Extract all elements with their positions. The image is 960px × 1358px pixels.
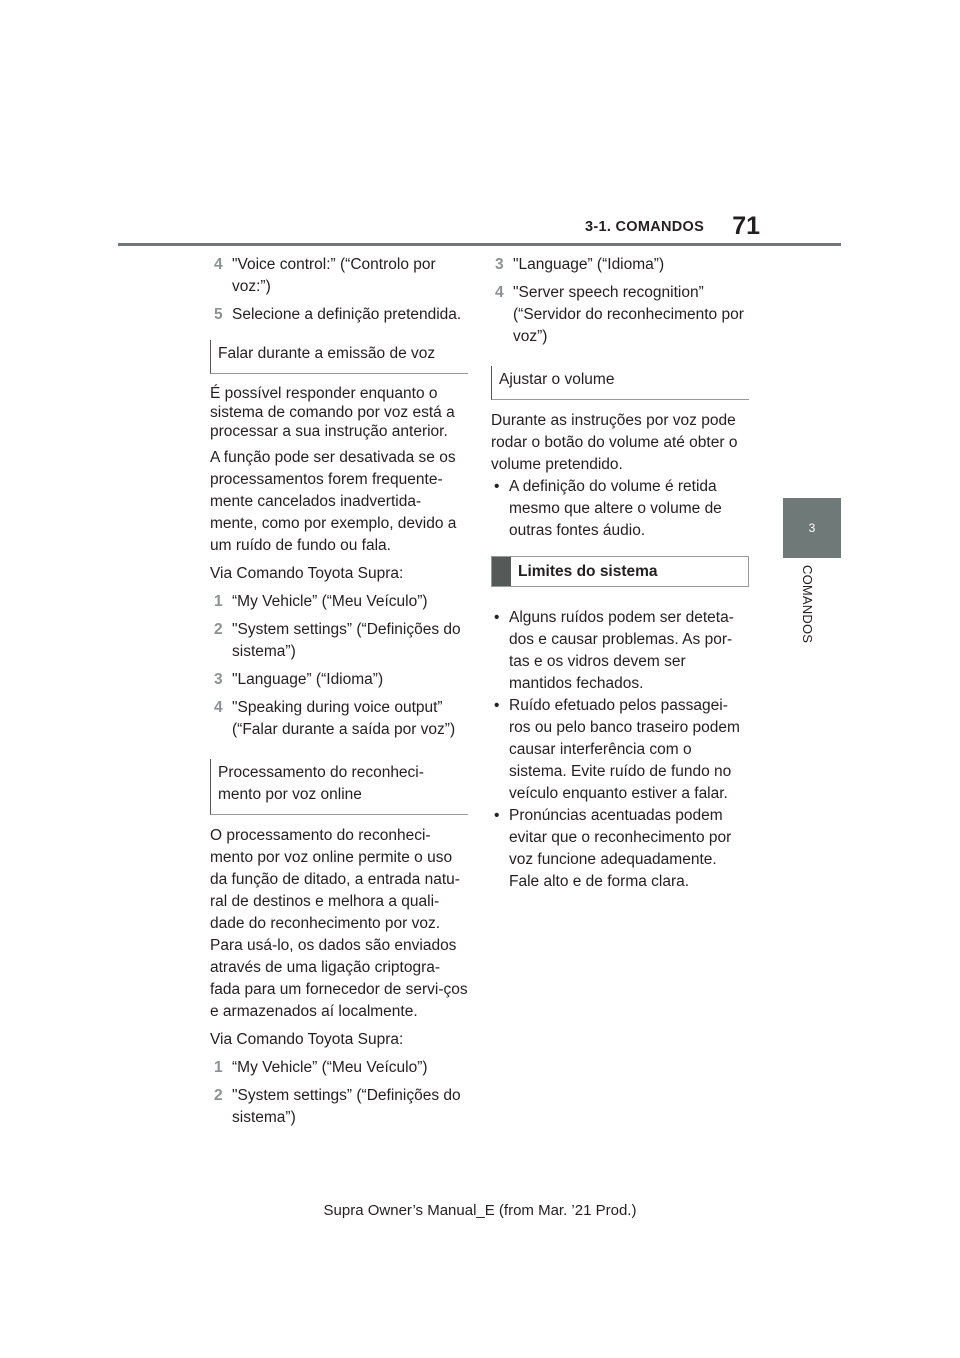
step-text: "System settings” (“Definições do sistema”) — [232, 621, 461, 660]
heading-text: Ajustar o volume — [499, 371, 615, 388]
step-text: "Speaking during voice output” (“Falar durante a saída por voz”) — [232, 699, 456, 738]
step-number: 1 — [214, 593, 223, 610]
step-item — [210, 304, 468, 326]
footer-manual-title: Supra Owner’s Manual_E (from Mar. ’21 Prod.) — [323, 1202, 637, 1219]
step-item — [210, 1085, 468, 1129]
step-number: 3 — [495, 256, 504, 273]
step-item — [210, 697, 468, 741]
right-column — [491, 254, 749, 893]
bullet-item — [491, 607, 749, 695]
step-number: 2 — [214, 1087, 223, 1104]
step-text: "Voice control:” (“Controlo por voz:”) — [232, 256, 436, 295]
step-number: 4 — [214, 699, 223, 716]
bullet-item — [491, 695, 749, 805]
paragraph-possible: É possível responder enquanto o sistema de comando por voz está a processar a sua instrução anterior. — [210, 385, 455, 440]
step-item — [210, 619, 468, 663]
page-number: 71 — [732, 212, 760, 240]
step-number: 4 — [495, 284, 504, 301]
step-text: “My Vehicle” (“Meu Veículo”) — [232, 593, 428, 610]
step-text: "System settings” (“Definições do sistema”) — [232, 1087, 461, 1126]
bullet-icon: • — [494, 697, 500, 714]
step-item — [210, 1057, 468, 1079]
step-item — [210, 254, 468, 298]
heading-text: Falar durante a emissão de voz — [218, 345, 436, 362]
step-item — [210, 669, 468, 691]
step-number: 5 — [214, 306, 223, 323]
step-number: 2 — [214, 621, 223, 638]
chapter-label: COMANDOS — [800, 565, 815, 644]
left-column — [210, 254, 468, 1135]
step-item — [491, 282, 749, 348]
heading-text: Processamento do reconheci-mento por voz online — [218, 764, 424, 803]
step-text: "Language” (“Idioma”) — [232, 671, 384, 688]
via-label: Via Comando Toyota Supra: — [210, 1031, 404, 1048]
heading-speak-during-output — [210, 340, 468, 374]
heading-text: Limites do sistema — [518, 563, 658, 580]
paragraph-volume: Durante as instruções por voz pode rodar o botão do volume até obter o volume pretendido. — [491, 412, 738, 473]
chapter-tab: 3 — [783, 498, 841, 558]
bullet-text: Pronúncias acentuadas podem evitar que o reconhecimento por voz funcione adequadamente. Fale alto e de forma clara. — [509, 807, 732, 890]
bullet-icon: • — [494, 807, 500, 824]
heading-system-limits — [491, 556, 749, 587]
bullet-text: Alguns ruídos podem ser deteta-dos e causar problemas. As por-tas e os vidros devem ser mantidos fechados. — [509, 609, 734, 692]
bullet-item — [491, 805, 749, 893]
bullet-icon: • — [494, 478, 500, 495]
header-rule — [118, 243, 841, 246]
bullet-text: A definição do volume é retida mesmo que altere o volume de outras fontes áudio. — [509, 478, 722, 539]
paragraph-online: O processamento do reconheci-mento por voz online permite o uso da função de ditado, a entrada natu-ral de destinos e melhora a quali-dade do reconhecimento por voz. Para usá-lo, os dados são enviados através de uma ligação criptogra-fada para um fornecedor de servi-ços e armazenados aí localmente. — [210, 827, 468, 1020]
step-number: 3 — [214, 671, 223, 688]
step-text: "Server speech recognition” (“Servidor do reconhecimento por voz”) — [513, 284, 744, 345]
section-title: 3-1. COMANDOS — [585, 219, 705, 235]
step-text: “My Vehicle” (“Meu Veículo”) — [232, 1059, 428, 1076]
bullet-item — [491, 476, 749, 542]
paragraph-disable: A função pode ser desativada se os processamentos forem frequente-mente cancelados inadvertida-mente, como por exemplo, devido a um ruído de fundo ou fala. — [210, 449, 457, 554]
step-text: "Language” (“Idioma”) — [513, 256, 665, 273]
bullet-text: Ruído efetuado pelos passagei-ros ou pelo banco traseiro podem causar interferência com o sistema. Evite ruído de fundo no veículo enquanto estiver a falar. — [509, 697, 740, 802]
bullet-icon: • — [494, 609, 500, 626]
heading-marker — [492, 557, 511, 586]
heading-online-recognition — [210, 759, 468, 815]
step-item — [210, 591, 468, 613]
step-number: 1 — [214, 1059, 223, 1076]
via-label: Via Comando Toyota Supra: — [210, 565, 404, 582]
heading-adjust-volume — [491, 366, 749, 400]
step-number: 4 — [214, 256, 223, 273]
step-item — [491, 254, 749, 276]
step-text: Selecione a definição pretendida. — [232, 306, 462, 323]
